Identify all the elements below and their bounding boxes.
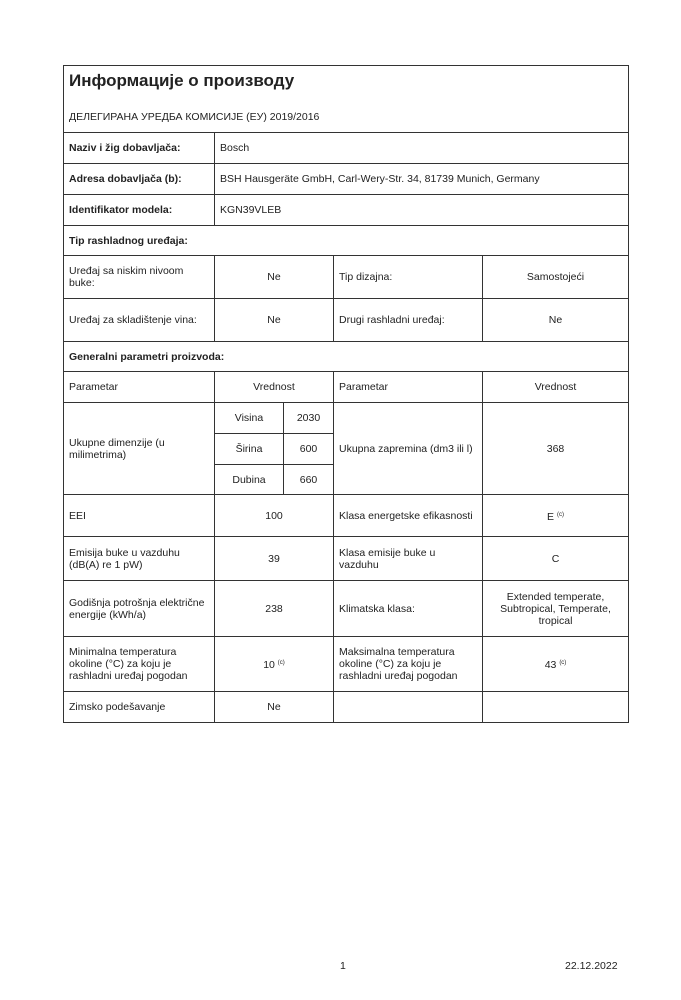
volume-value: 368 [483,403,629,495]
param-value: C [483,537,629,581]
param-value: Ne [215,299,334,342]
dimension-name: Dubina [215,465,284,495]
param-label: Maksimalna temperatura okoline (°C) za koju je rashladni uređaj pogodan [334,637,483,692]
param-value: Samostojeći [483,256,629,299]
dimension-value: 660 [284,465,334,495]
footnote-mark: (c) [277,660,285,666]
column-header: Parametar [334,372,483,403]
dimensions-label: Ukupne dimenzije (u milimetrima) [64,403,215,495]
address-label: Adresa dobavljača (b): [64,164,215,195]
param-label [334,692,483,723]
param-value: Ne [215,692,334,723]
param-value: E $^{(c)}$ [483,495,629,537]
param-label: Uređaj za skladištenje vina: [64,299,215,342]
product-info-table [63,65,629,723]
param-label: Klasa emisije buke u vazduhu [334,537,483,581]
table-row [64,537,629,581]
param-label: Klasa energetske efikasnosti [334,495,483,537]
page-title: Информације о производу [64,66,629,103]
header-row [64,372,629,403]
dimension-name: Širina [215,434,284,465]
address-value: BSH Hausgeräte GmbH, Carl-Wery-Str. 34, 81739 Munich, Germany [215,164,629,195]
page-number: 1 [340,960,346,972]
table-row [64,692,629,723]
supplier-label: Naziv i žig dobavljača: [64,133,215,164]
table-row [64,581,629,637]
param-label: Tip dizajna: [334,256,483,299]
param-label: Uređaj sa niskim nivoom buke: [64,256,215,299]
volume-label: Ukupna zapremina (dm3 ili l) [334,403,483,495]
column-header: Parametar [64,372,215,403]
param-label: Zimsko podešavanje [64,692,215,723]
param-value: 100 [215,495,334,537]
footnote-mark: (c) [559,660,567,666]
dimension-name: Visina [215,403,284,434]
regulation-subtitle: ДЕЛЕГИРАНА УРЕДБА КОМИСИЈЕ (ЕУ) 2019/2016 [64,102,629,133]
model-label: Identifikator modela: [64,195,215,226]
param-value: 43 $^{(c)}$ [483,637,629,692]
param-label: Drugi rashladni uređaj: [334,299,483,342]
footnote-mark: (c) [556,511,564,518]
dimension-value: 600 [284,434,334,465]
param-label: Minimalna temperatura okoline (°C) za koju je rashladni uređaj pogodan [64,637,215,692]
type-section-heading: Tip rashladnog uređaja: [64,226,629,256]
model-value: KGN39VLEB [215,195,629,226]
dimension-value: 2030 [284,403,334,434]
supplier-value: Bosch [215,133,629,164]
table-row [64,256,629,299]
param-value: Extended temperate, Subtropical, Temperate, tropical [483,581,629,637]
table-row [64,637,629,692]
document-date: 22.12.2022 [565,960,618,972]
table-row [64,299,629,342]
param-value: Ne [483,299,629,342]
param-label: Emisija buke u vazduhu (dB(A) re 1 pW) [64,537,215,581]
param-value: 238 [215,581,334,637]
param-value: 39 [215,537,334,581]
param-label: Klimatska klasa: [334,581,483,637]
column-header: Vrednost [215,372,334,403]
param-value [483,692,629,723]
column-header: Vrednost [483,372,629,403]
param-value: 10 $^{(c)}$ [215,637,334,692]
table-row [64,495,629,537]
param-label: Godišnja potrošnja električne energije (kWh/a) [64,581,215,637]
param-label: EEI [64,495,215,537]
general-section-heading: Generalni parametri proizvoda: [64,342,629,372]
param-value: Ne [215,256,334,299]
